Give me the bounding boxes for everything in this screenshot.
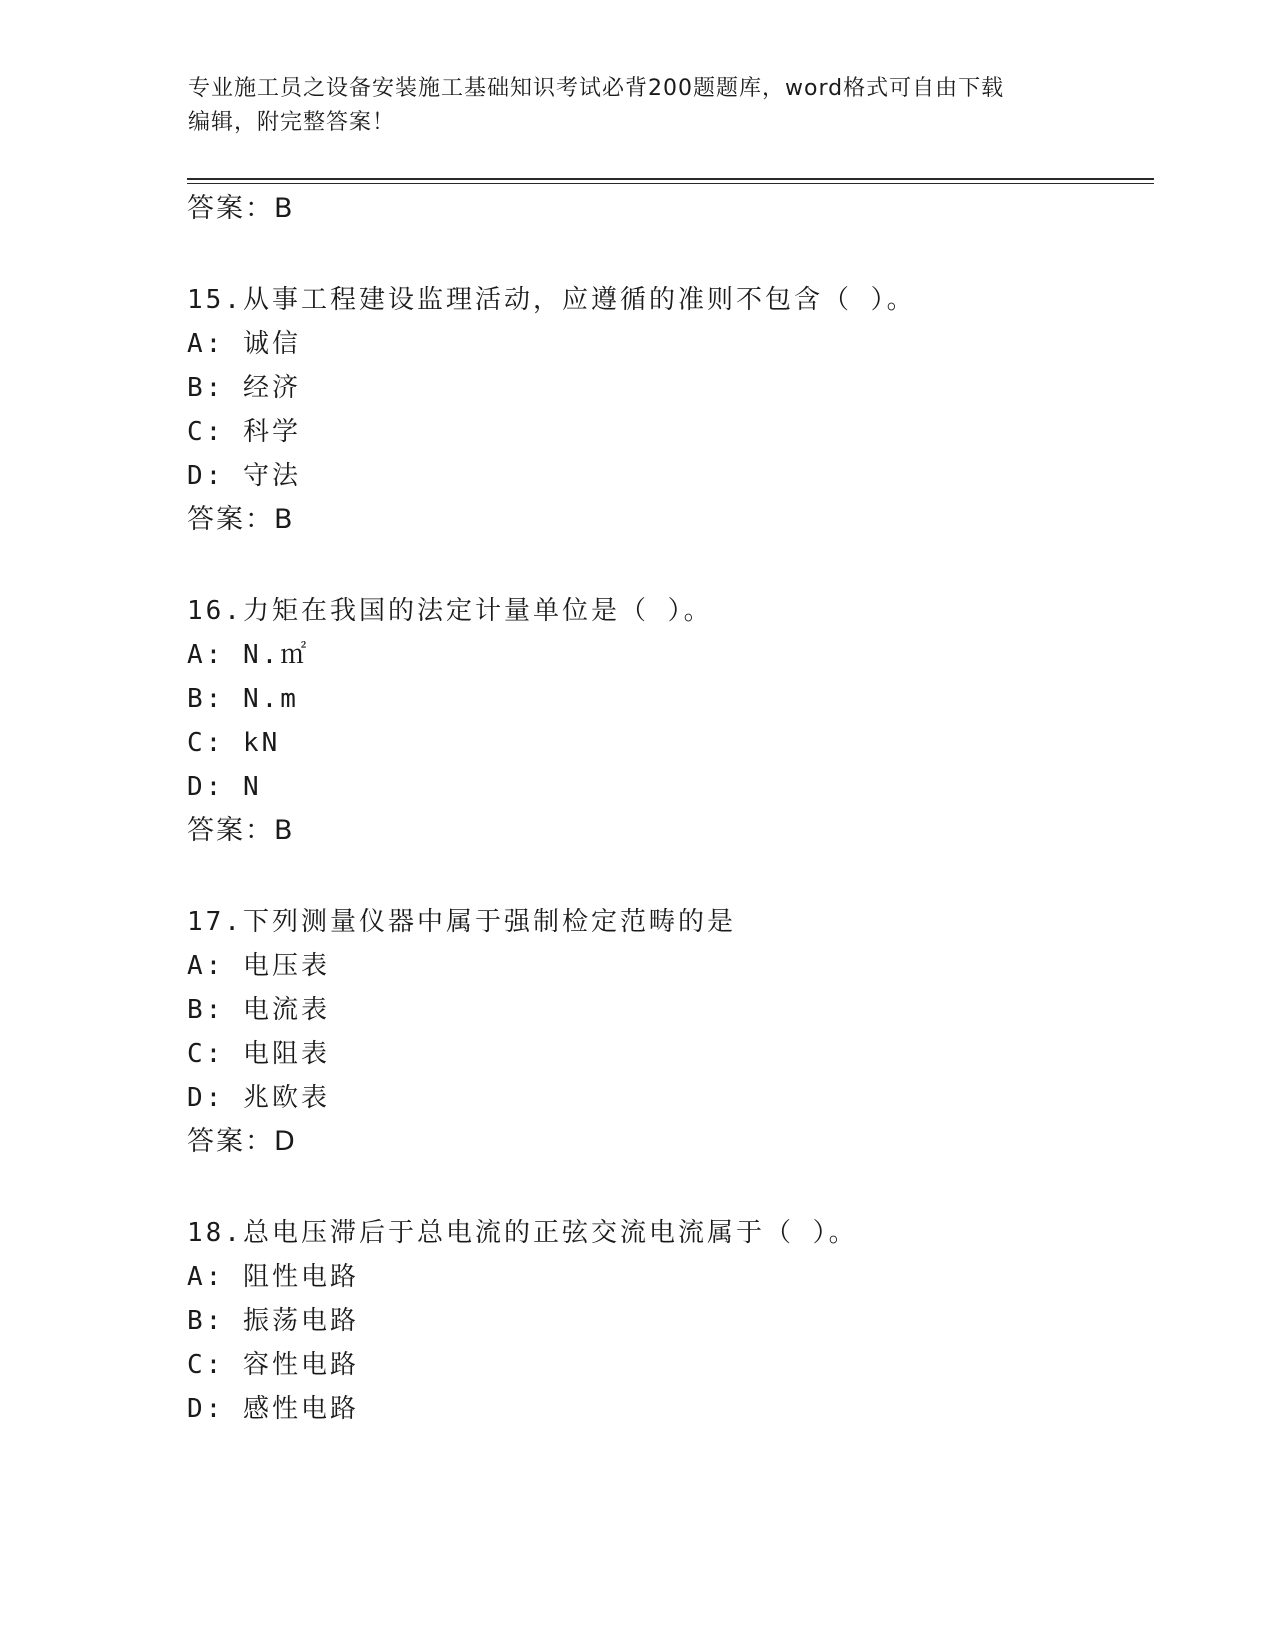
document-header xyxy=(188,72,1088,140)
header-rule-thin xyxy=(187,183,1154,184)
previous-answer: 答案：B xyxy=(187,193,295,224)
question-16-option-a: A: N.㎡ xyxy=(187,640,310,670)
header-line-1: 专业施工员之设备安装施工基础知识考试必背200题题库，word格式可自由下载 xyxy=(188,76,1005,101)
question-18-option-b: B: 振荡电路 xyxy=(187,1306,359,1336)
question-16-option-d: D: N xyxy=(187,772,262,802)
question-18-title: 18.总电压滞后于总电流的正弦交流电流属于（ ）。 xyxy=(187,1218,858,1248)
question-18-option-d: D: 感性电路 xyxy=(187,1394,359,1424)
question-17-title: 17.下列测量仪器中属于强制检定范畴的是 xyxy=(187,907,736,937)
question-18-option-a: A: 阻性电路 xyxy=(187,1262,359,1292)
question-15-option-d: D: 守法 xyxy=(187,461,301,491)
question-15-option-a: A: 诚信 xyxy=(187,329,301,359)
header-rule-thick xyxy=(187,178,1154,180)
question-16-answer: 答案：B xyxy=(187,815,295,846)
question-17-option-c: C: 电阻表 xyxy=(187,1039,330,1069)
question-15-option-b: B: 经济 xyxy=(187,373,301,403)
question-18-option-c: C: 容性电路 xyxy=(187,1350,359,1380)
question-15-answer: 答案：B xyxy=(187,504,295,535)
question-16-option-b: B: N.m xyxy=(187,684,299,714)
header-line-2: 编辑，附完整答案！ xyxy=(188,110,396,135)
question-17-option-d: D: 兆欧表 xyxy=(187,1083,330,1113)
question-17-option-b: B: 电流表 xyxy=(187,995,330,1025)
question-17-option-a: A: 电压表 xyxy=(187,951,330,981)
question-16-title: 16.力矩在我国的法定计量单位是（ ）。 xyxy=(187,596,713,626)
question-17-answer: 答案：D xyxy=(187,1126,297,1157)
question-15-title: 15.从事工程建设监理活动，应遵循的准则不包含（ ）。 xyxy=(187,285,916,315)
question-16-option-c: C: kN xyxy=(187,728,281,758)
question-15-option-c: C: 科学 xyxy=(187,417,301,447)
